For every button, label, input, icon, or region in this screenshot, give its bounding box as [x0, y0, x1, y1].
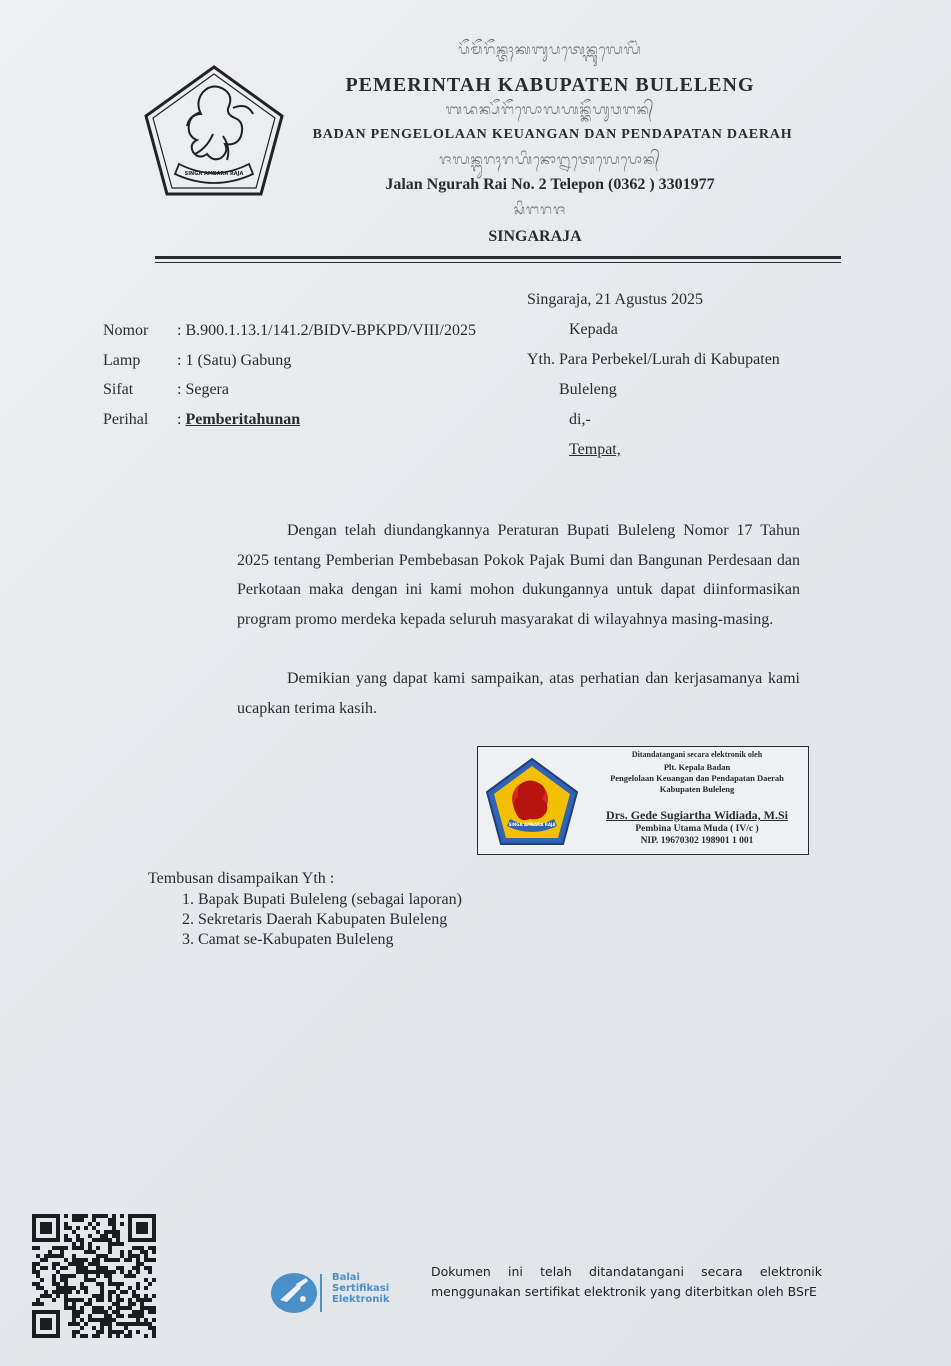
recipient-line-2: Buleleng	[559, 381, 617, 398]
header-rule-thin	[155, 262, 841, 263]
meta-value-sifat: : Segera	[177, 381, 229, 398]
signature-line-3: Pengelolaan Keuangan dan Pendapatan Daerah	[610, 773, 784, 783]
meta-value-lamp: : 1 (Satu) Gabung	[177, 352, 292, 369]
bsre-word-3: Elektronik	[332, 1294, 390, 1305]
perihal-colon: :	[177, 411, 186, 428]
signature-emblem-motto: SINGA AMBARA RAJA	[508, 822, 556, 827]
bsre-word-2: Sertifikasi	[332, 1283, 390, 1294]
body-paragraph-2: Demikian yang dapat kami sampaikan, atas perhatian dan kerjasamanya kami ucapkan terima kasih.	[237, 670, 800, 717]
signature-line-1: Ditandatangani secara elektronik oleh	[631, 750, 763, 759]
meta-label-lamp: Lamp	[103, 352, 141, 369]
government-title: PEMERINTAH KABUPATEN BULELENG	[345, 74, 755, 96]
recipient-line-1: Yth. Para Perbekel/Lurah di Kabupaten	[527, 351, 780, 368]
carbon-copy-title: Tembusan disampaikan Yth :	[148, 870, 335, 887]
carbon-copy-item: 2. Sekretaris Daerah Kabupaten Buleleng	[182, 911, 448, 928]
recipient-line-3: di,-	[569, 411, 591, 428]
meta-label-sifat: Sifat	[103, 381, 134, 398]
agency-title: BADAN PENGELOLAAN KEUANGAN DAN PENDAPATAN DAERAH	[312, 127, 793, 142]
balinese-script-address: ᬚᬮᬦ᭄ᬗᬸᬭᬄᬭᬳᬶᬦᭀ᭒ᬢᬾᬮᬾᬧᭀᬦ᭄	[439, 153, 661, 168]
address-line: Jalan Ngurah Rai No. 2 Telepon (0362 ) 3301977	[385, 176, 715, 193]
recipient-kepada: Kepada	[569, 321, 618, 338]
electronic-signature-box	[477, 746, 809, 855]
perihal-subject: Pemberitahunan	[185, 411, 301, 428]
bsre-logo	[270, 1268, 420, 1318]
carbon-copy-list	[182, 890, 462, 950]
emblem-motto: SINGA AMBARA RAJA	[184, 171, 244, 177]
balinese-script-agency: ᬩᬤᬦ᭄ᬧᭂᬗᭂᬮᭀᬮᬳᬦ᭄ᬓᭂᬳᬸᬯᬗᬦ᭄	[445, 103, 655, 118]
footer-disclaimer: Dokumen ini telah ditandatangani secara elektronik menggunakan sertifikat elektronik yang diterbitkan oleh BSrE	[431, 1264, 822, 1299]
buleleng-color-emblem-icon	[484, 757, 580, 847]
bsre-wordmark	[332, 1272, 389, 1305]
buleleng-emblem-icon	[143, 64, 285, 198]
carbon-copy-item: 3. Camat se-Kabupaten Buleleng	[182, 931, 394, 948]
qr-code-icon	[32, 1214, 156, 1338]
meta-label-nomor: Nomor	[103, 322, 149, 339]
body-paragraph-1: Dengan telah diundangkannya Peraturan Bupati Buleleng Nomor 17 Tahun 2025 tentang Pemberian Pembebasan Pokok Pajak Bumi dan Bangunan Perdesaan dan Perkotaan maka dengan ini kami mohon dukungannya untuk dapat diinformasikan program promo merdeka kepada seluruh masyarakat di wilayahnya masing-masing.	[237, 522, 800, 628]
meta-value-perihal	[177, 411, 300, 429]
signature-line-4: Kabupaten Buleleng	[659, 784, 735, 794]
meta-label-perihal: Perihal	[103, 411, 149, 428]
recipient-line-4: Tempat,	[569, 441, 621, 458]
balinese-script-title: ᬧᭂᬫᭂᬭᭂᬦ᭄ᬢᬄᬓᬩᬸᬧᬢᬾᬦ᭄ᬩᬸᬮᬾᬮᭂᬂ	[458, 43, 642, 58]
balinese-script-city: ᬲᬶᬗᬭᬚ	[513, 203, 567, 218]
signatory-name: Drs. Gede Sugiartha Widiada, M.Si	[606, 808, 788, 822]
meta-value-nomor: : B.900.1.13.1/141.2/BIDV-BPKPD/VIII/2025	[177, 322, 476, 339]
bsre-logo-icon	[270, 1270, 322, 1316]
signatory-nip: NIP. 19670302 198901 1 001	[640, 836, 754, 846]
city-title: SINGARAJA	[488, 228, 582, 245]
carbon-copy-item: 1. Bapak Bupati Buleleng (sebagai laporan)	[182, 891, 462, 908]
bsre-word-1: Balai	[332, 1272, 360, 1283]
signatory-rank: Pembina Utama Muda ( IV/c )	[635, 824, 759, 834]
letter-date: Singaraja, 21 Agustus 2025	[527, 291, 703, 308]
signature-line-2: Plt. Kepala Badan	[663, 762, 731, 772]
header-rule	[155, 256, 841, 259]
